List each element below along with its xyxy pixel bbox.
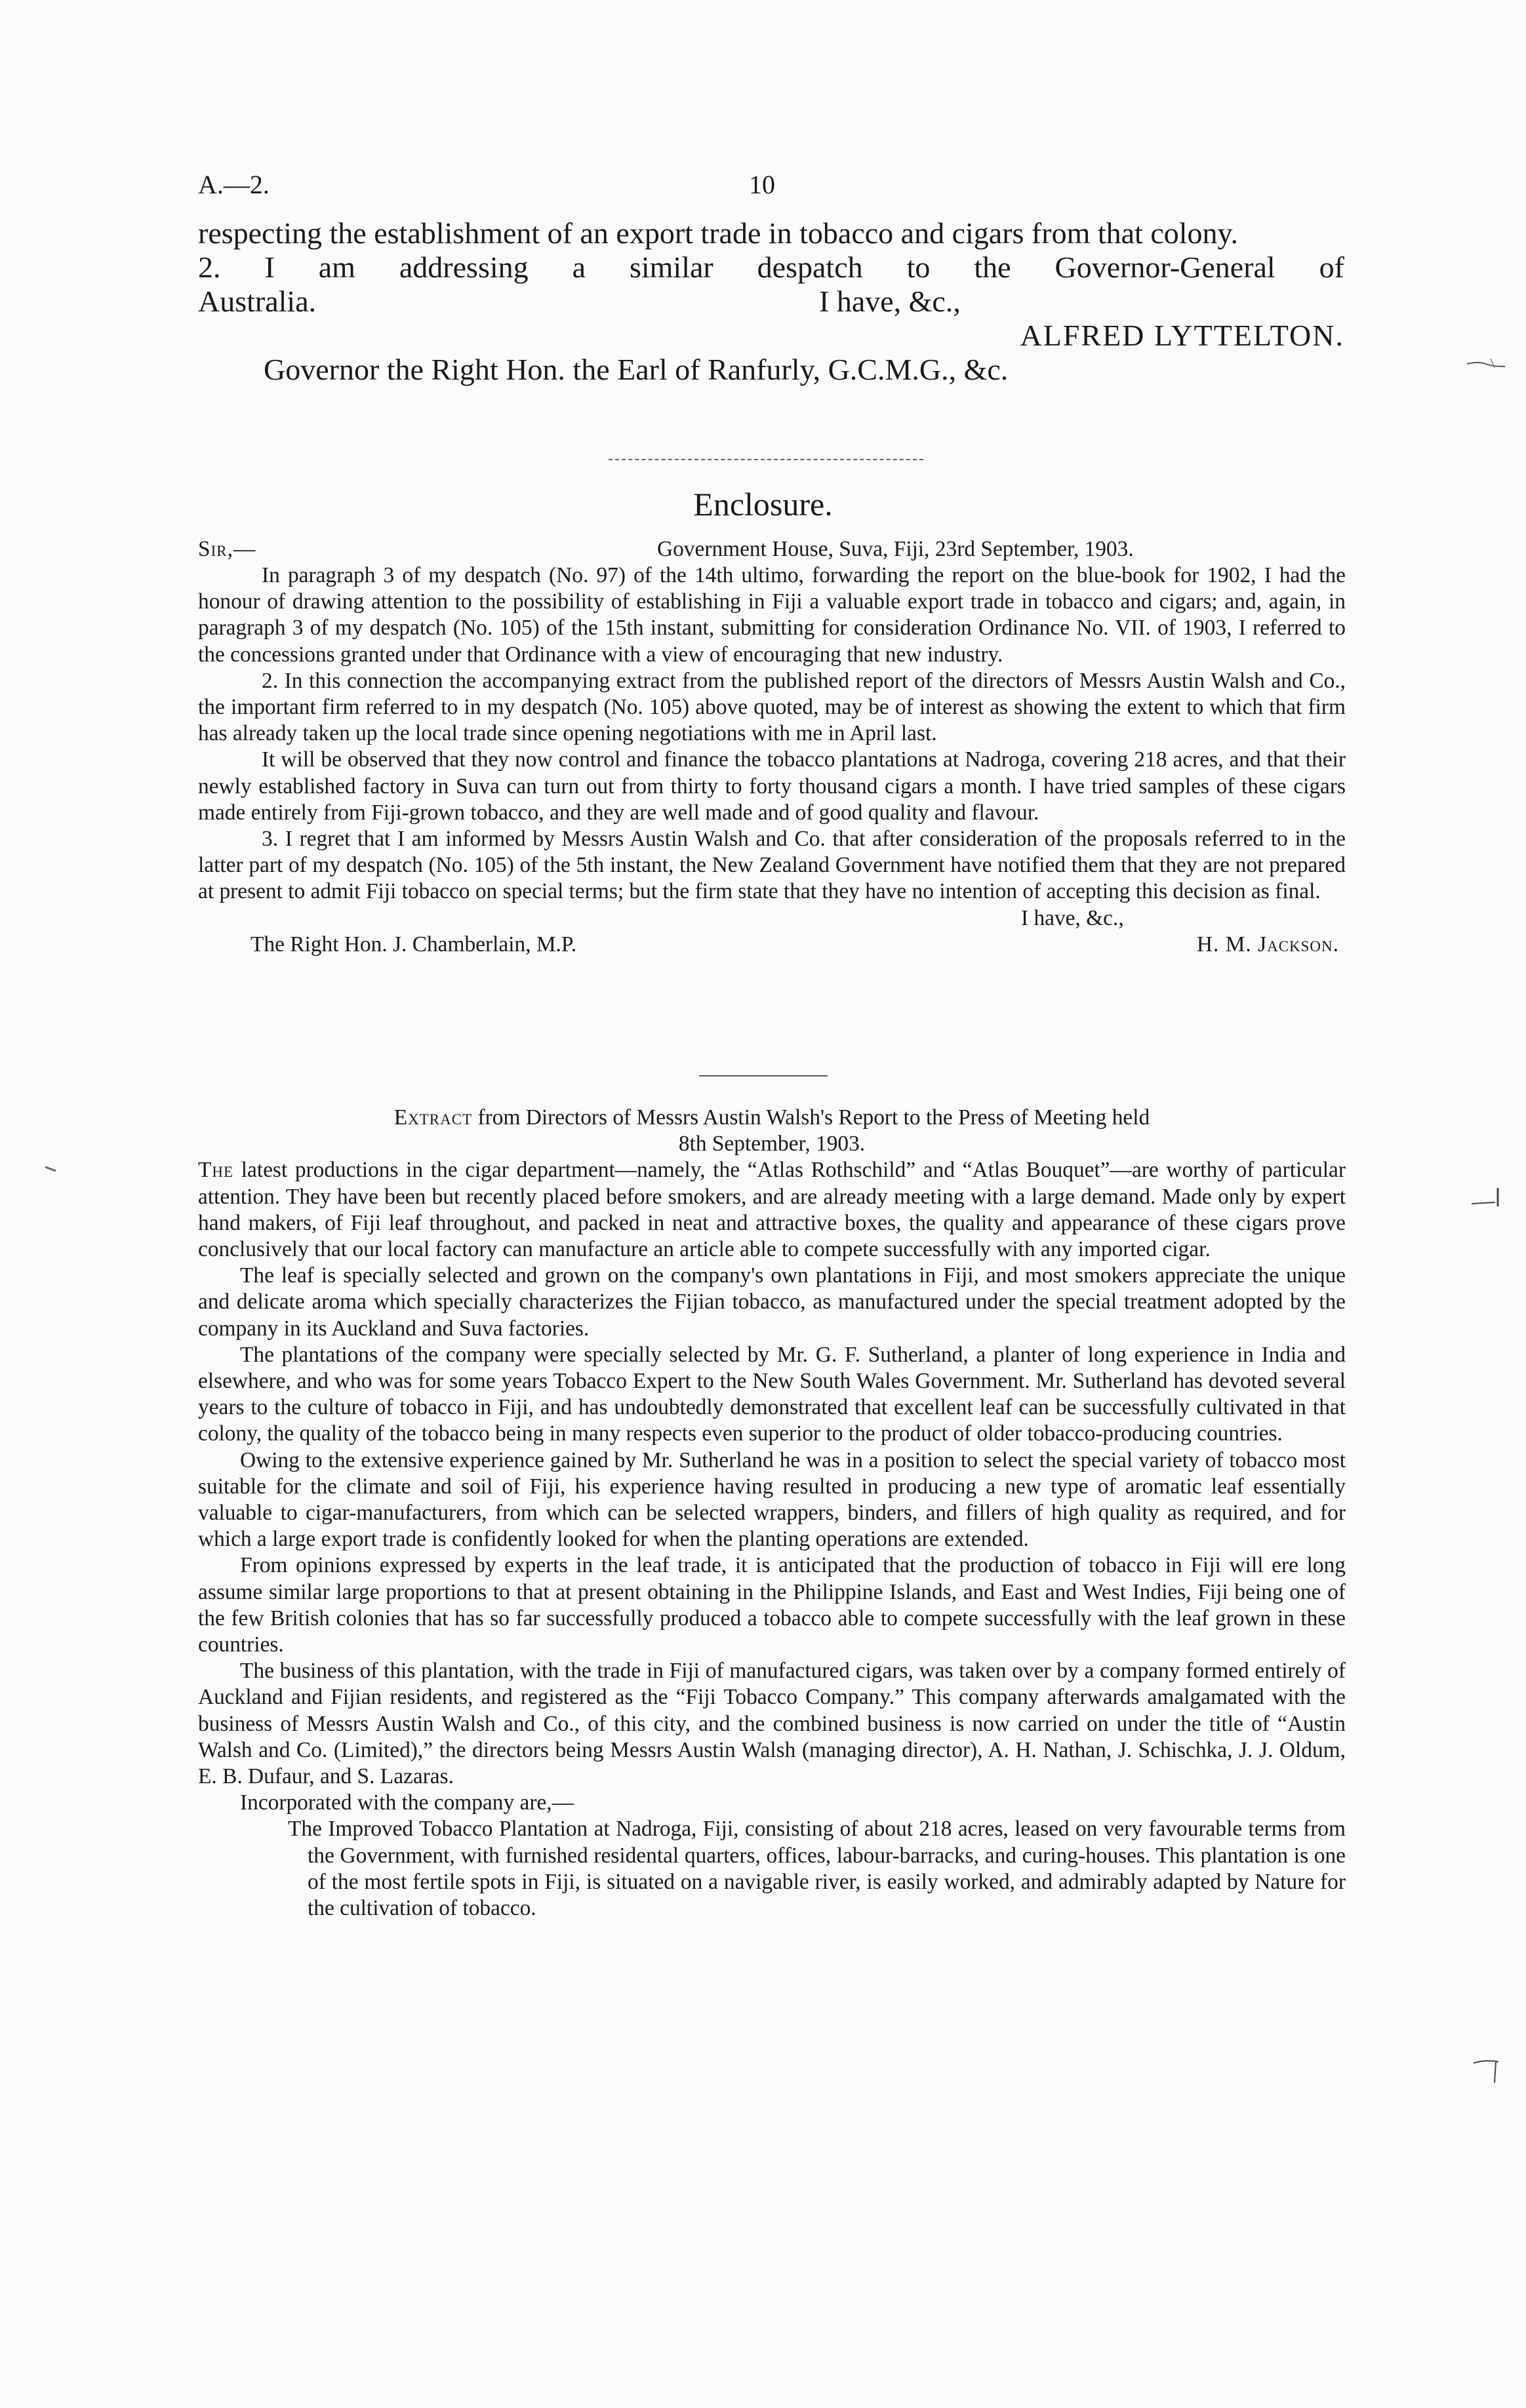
despatch-signature-row — [198, 319, 1346, 353]
despatch-addressee-row — [198, 353, 1346, 387]
enclosure-signature: H. M. Jackson. — [1196, 932, 1339, 957]
dateline: Government House, Suva, Fiji, 23rd September, 1903. — [657, 537, 1134, 561]
short-rule — [699, 1075, 828, 1076]
despatch-conclusion — [198, 216, 1346, 387]
extract-paragraph: The leaf is specially selected and grown on the company's own plantations in Fiji, and most smokers appreciate the unique and delicate aroma which specially characterizes the Fijian tobacco, as manufactured under the special treatment adopted by the company in its Auckland and Suva factories. — [198, 1263, 1346, 1341]
extract-paragraph: The latest productions in the cigar department—namely, the “Atlas Rothschild” and “Atlas Bouquet”—are worthy of particular attention. They have been but recently placed before smokers, and are already meeting with a large demand. Made only by expert hand makers, of Fiji leaf throughout, and packed in neat and attractive boxes, the quality and appearance of these cigars prove conclusively that our local factory can manufacture an article able to compete successfully with any imported cigar. — [198, 1158, 1346, 1262]
enclosure-closing: I have, &c., — [1021, 905, 1124, 930]
extract-title-lead: Extract — [393, 1105, 473, 1130]
margin-tick-icon — [43, 1152, 62, 1183]
enclosure-closing-row — [198, 905, 1346, 932]
extract-paragraph: The business of this plantation, with the trade in Fiji of manufactured cigars, was taken over by a company formed entirely of Auckland and Fijian residents, and registered as the “Fiji Tobacco Company.” This company afterwards amalgamated with the business of Messrs Austin Walsh and Co., of this city, and the combined business is now carried on under the title of “Austin Walsh and Co. (Limited),” the directors being Messrs Austin Walsh (managing director), A. H. Nathan, J. Schischka, J. J. Oldum, E. B. Dufaur, and S. Lazaras. — [198, 1659, 1346, 1789]
enclosure-letter — [198, 536, 1346, 958]
margin-pencil-mark-icon — [1472, 2049, 1512, 2095]
despatch-para-2-line-2: Australia. I have, &c., — [198, 285, 961, 318]
page-header — [0, 169, 1526, 202]
enclosure-dateline-row — [198, 536, 1346, 563]
despatch-para-2-line-1: 2. I am addressing a similar despatch to the Governor-General of — [198, 250, 1344, 284]
despatch-signature: ALFRED LYTTELTON. — [1020, 319, 1344, 352]
extract-paragraph: Owing to the extensive experience gained by Mr. Sutherland he was in a position to select the special variety of tobacco most suitable for the climate and soil of Fiji, his experience having resulted in producing a new type of aromatic leaf essentially valuable to cigar-manufacturers, from which can be selected wrappers, binders, and fillers of high quality as required, and for which a large export trade is confidently looked for when the planting operations are extended. — [198, 1448, 1346, 1552]
enclosure-addressee: The Right Hon. J. Chamberlain, M.P. — [251, 932, 577, 957]
despatch-addressee: Governor the Right Hon. the Earl of Ranfurly, G.C.M.G., &c. — [264, 353, 1009, 386]
despatch-line-1: respecting the establishment of an export trade in tobacco and cigars from that colony. — [198, 216, 1239, 250]
extract-title — [198, 1105, 1346, 1131]
enclosure-paragraph: In paragraph 3 of my despatch (No. 97) of the 14th ultimo, forwarding the report on the blue-book for 1902, I had the honour of drawing attention to the possibility of establishing in Fiji a valuable export trade in tobacco and cigars; and, again, in paragraph 3 of my despatch (No. 105) of the 15th instant, submitting for consideration Ordinance No. VII. of 1903, I referred to the concessions granted under that Ordinance with a view of encouraging that new industry. — [198, 563, 1346, 667]
margin-pencil-mark-icon — [1469, 1180, 1508, 1219]
enclosure-title: Enclosure. — [693, 486, 833, 523]
despatch-closing: I have, &c., — [819, 285, 961, 318]
extract-first-word: The — [198, 1158, 234, 1183]
page-number: 10 — [749, 170, 775, 199]
extract-title-rest: from Directors of Messrs Austin Walsh's Report to the Press of Meeting held — [477, 1105, 1150, 1130]
enclosure-signature-row — [198, 932, 1346, 958]
extract-paragraph: From opinions expressed by experts in the leaf trade, it is anticipated that the production of tobacco in Fiji will ere long assume similar large proportions to that at present obtaining in the Philippine Islands, and East and West Indies, Fiji being one of the few British colonies that has so far successfully produced a tobacco able to compete successfully with the leaf grown in these countries. — [198, 1553, 1346, 1657]
margin-pencil-mark-icon — [1466, 344, 1512, 384]
enclosure-paragraph: It will be observed that they now control and finance the tobacco plantations at Nadroga, covering 218 acres, and that their newly established factory in Suva can turn out from thirty to forty thousand cigars a month. I have tried samples of these cigars made entirely from Fiji-grown tobacco, and they are well made and of good quality and flavour. — [198, 747, 1346, 825]
enclosure-paragraph: 3. I regret that I am informed by Messrs Austin Walsh and Co. that after consideration of the proposals referred to in the latter part of my despatch (No. 105) of the 5th instant, the New Zealand Government have notified them that they are not prepared at present to admit Fiji tobacco on special terms; but the firm state that they have no intention of accepting this decision as final. — [198, 827, 1346, 904]
extract-section — [198, 1105, 1346, 1922]
salutation: Sir,— — [198, 537, 256, 561]
section-divider — [609, 459, 923, 460]
extract-paragraph: Incorporated with the company are,— — [240, 1790, 574, 1815]
extract-paragraph: The plantations of the company were specially selected by Mr. G. F. Sutherland, a planter of long experience in India and elsewhere, and who was for some years Tobacco Expert to the New South Wales Government. Mr. Sutherland has devoted several years to the culture of tobacco in Fiji, and has undoubtedly demonstrated that excellent leaf can be successfully cultivated in that colony, the quality of the tobacco being in many respects even superior to the product of older tobacco-producing countries. — [198, 1342, 1346, 1446]
enclosure-paragraph: 2. In this connection the accompanying extract from the published report of the directors of Messrs Austin Walsh and Co., the important firm referred to in my despatch (No. 105) above quoted, may be of interest as showing the extent to which that firm has already taken up the local trade since opening negotiations with me in April last. — [198, 668, 1346, 746]
extract-list-item: The Improved Tobacco Plantation at Nadroga, Fiji, consisting of about 218 acres, leased on very favourable terms from the Government, with furnished residental quarters, offices, labour-barracks, and curing-houses. This plantation is one of the most fertile spots in Fiji, is situated on a navigable river, is easily worked, and admirably adapted by Nature for the cultivation of tobacco. — [288, 1817, 1346, 1921]
extract-title-date: 8th September, 1903. — [678, 1132, 866, 1156]
series-mark: A.—2. — [198, 170, 270, 199]
